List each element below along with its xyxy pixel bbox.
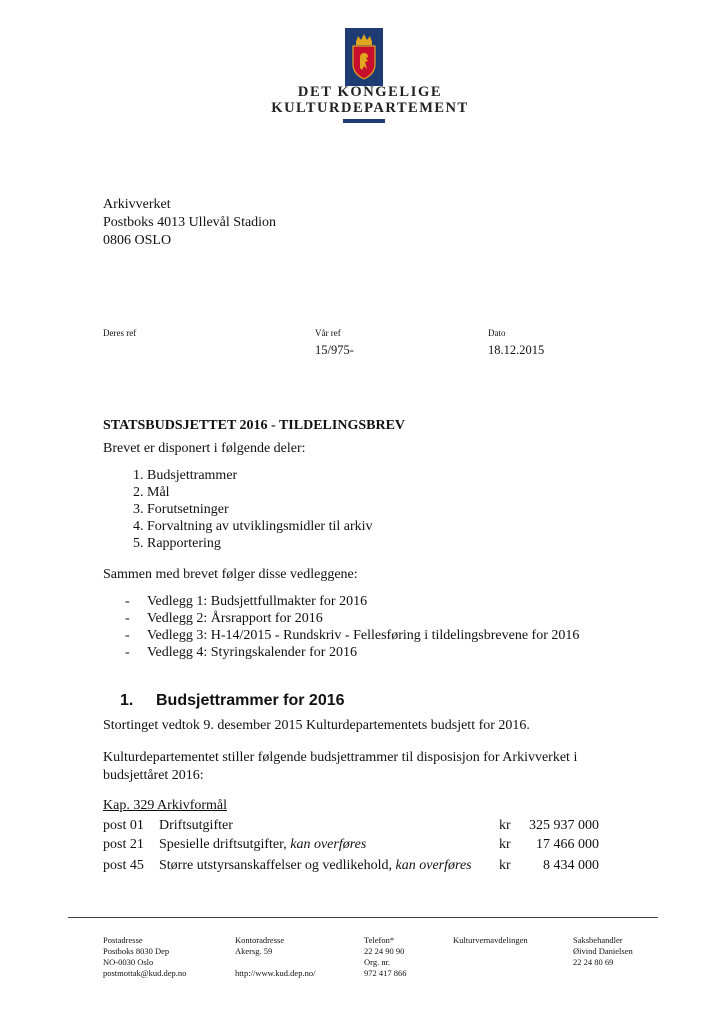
footer-kontoradresse: Kontoradresse Akersg. 59 http://www.kud.dep.no/ [235, 935, 316, 978]
list-item: 3. Forutsetninger [147, 501, 373, 518]
attachment-label: Vedlegg 2: Årsrapport for 2016 [147, 611, 323, 626]
org-name-line1: DET KONGELIGE [297, 84, 443, 100]
budget-row [103, 837, 599, 855]
post-number: post 21 [103, 837, 144, 852]
list-item: - Vedlegg 2: Årsrapport for 2016 [125, 611, 323, 626]
post-description: Driftsutgifter [159, 818, 233, 833]
dato-label: Dato [488, 328, 506, 338]
budget-row [103, 818, 599, 836]
recipient-street: Postboks 4013 Ullevål Stadion [103, 215, 277, 230]
parts-list [103, 467, 373, 552]
deres-ref-label: Deres ref [103, 328, 137, 338]
attachment-label: Vedlegg 3: H-14/2015 - Rundskriv - Fellesføring i tildelingsbrevene for 2016 [147, 628, 580, 643]
letter-intro: Brevet er disponert i følgende deler: [103, 441, 306, 456]
royal-crest-logo [345, 28, 383, 86]
currency: kr [499, 837, 511, 852]
post-description: Større utstyrsanskaffelser og vedlikehold, kan overføres [159, 858, 472, 873]
footer-divider [68, 917, 658, 918]
section-number: 1. [120, 692, 134, 709]
budget-row [103, 858, 599, 876]
list-item: 2. Mål [147, 484, 373, 501]
attachment-label: Vedlegg 1: Budsjettfullmakter for 2016 [147, 594, 368, 609]
section-title: Budsjettrammer for 2016 [156, 692, 345, 709]
footer-avdeling: Kulturvernavdelingen [453, 935, 528, 945]
org-underline [343, 119, 385, 123]
attachments-intro: Sammen med brevet følger disse vedleggene: [103, 567, 358, 582]
letter-title: STATSBUDSJETTET 2016 - TILDELINGSBREV [103, 418, 406, 433]
footer-saksbehandler: Saksbehandler Øivind Danielsen 22 24 80 69 [573, 935, 633, 967]
list-item: - Vedlegg 3: H-14/2015 - Rundskriv - Fellesføring i tildelingsbrevene for 2016 [125, 628, 580, 643]
recipient-address [103, 196, 276, 250]
amount: 8 434 000 [543, 858, 599, 873]
attachments-list [103, 593, 579, 661]
section-1-heading [120, 692, 345, 710]
post-number: post 45 [103, 858, 144, 873]
list-item: 5. Rapportering [147, 535, 373, 552]
var-ref-label: Vår ref [315, 328, 341, 338]
section-1-para2: Kulturdepartementet stiller følgende budsjettrammer til disposisjon for Arkivverket i budsjettåret 2016: [103, 750, 578, 783]
footer-telefon: Telefon* 22 24 90 90 Org. nr. 972 417 866 [364, 935, 407, 978]
list-item: 4. Forvaltning av utviklingsmidler til arkiv [147, 518, 373, 535]
recipient-postal: 0806 OSLO [103, 233, 172, 248]
var-ref-value: 15/975- [315, 343, 354, 357]
footer-email[interactable]: postmottak@kud.dep.no [103, 968, 187, 978]
post-description: Spesielle driftsutgifter, kan overføres [159, 837, 367, 852]
currency: kr [499, 818, 511, 833]
recipient-name: Arkivverket [103, 197, 171, 212]
org-name-line2: KULTURDEPARTEMENT [271, 100, 469, 116]
attachment-label: Vedlegg 4: Styringskalender for 2016 [147, 645, 357, 660]
currency: kr [499, 858, 511, 873]
kapittel-heading: Kap. 329 Arkivformål [103, 798, 228, 813]
list-item: - Vedlegg 4: Styringskalender for 2016 [125, 645, 357, 660]
amount: 325 937 000 [529, 818, 599, 833]
list-item: - Vedlegg 1: Budsjettfullmakter for 2016 [125, 594, 368, 609]
post-number: post 01 [103, 818, 144, 833]
list-item: 1. Budsjettrammer [147, 467, 373, 484]
section-1-para1: Stortinget vedtok 9. desember 2015 Kulturdepartementets budsjett for 2016. [103, 718, 530, 733]
dato-value: 18.12.2015 [488, 343, 545, 357]
footer-postadresse: Postadresse Postboks 8030 Dep NO-0030 Oslo postmottak@kud.dep.no [103, 935, 187, 978]
amount: 17 466 000 [536, 837, 599, 852]
footer-website-link[interactable]: http://www.kud.dep.no/ [235, 968, 316, 978]
